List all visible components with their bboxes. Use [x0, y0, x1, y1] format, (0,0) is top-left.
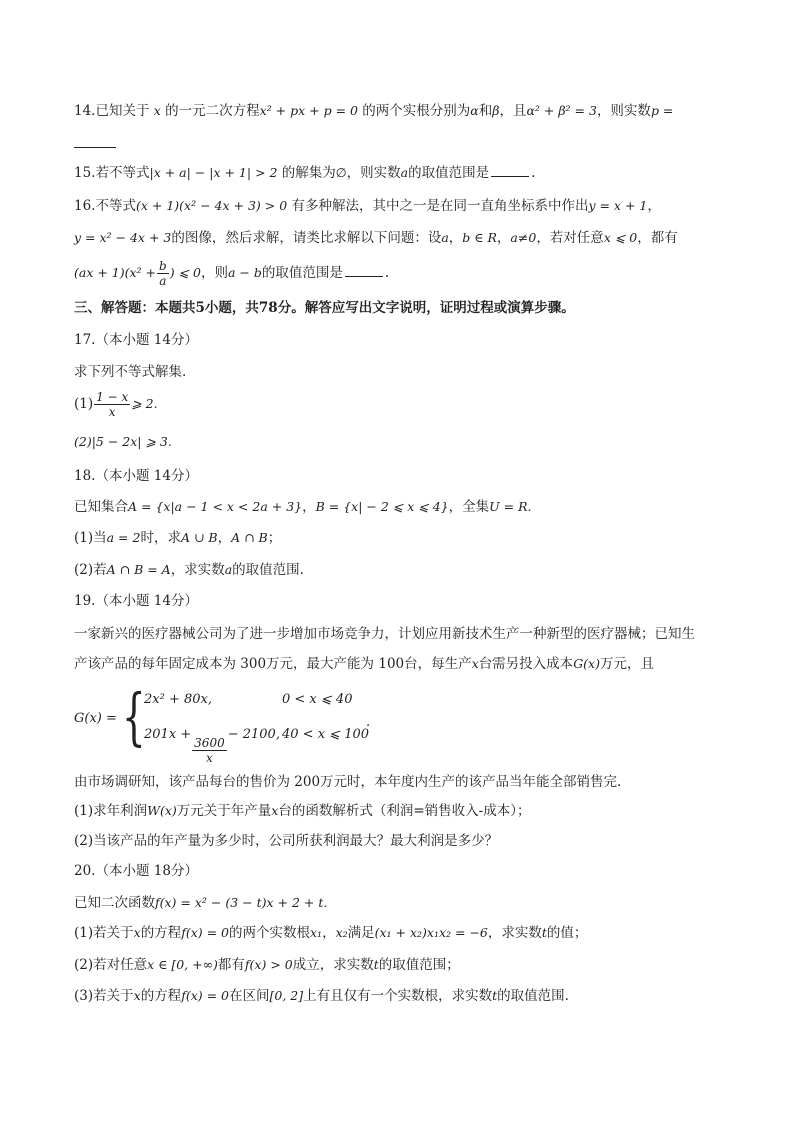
q15-answer-blank[interactable]: [491, 164, 529, 177]
q16-line1: 16.不等式(x + 1)(x² − 4x + 3) > 0 有多种解法，其中之一是在同一直角坐标系中作出y = x + 1，: [74, 198, 661, 214]
q18-part2: (2)若A ∩ B = A，求实数a的取值范围.: [74, 562, 304, 578]
q20-part3: (3)若关于x的方程f(x) = 0在区间[0, 2]上有且仅有一个实数根，求实数t的取值范围.: [74, 988, 569, 1004]
case2-expr: 201x + $\frac{3600}{x}$ − 2100,: [144, 727, 280, 765]
case1-cond: 0 < x ⩽ 40: [282, 692, 353, 707]
q19-title: 19.（本小题 14分）: [74, 593, 198, 609]
q16-line3: (ax + 1)(x² + $\frac{b}{a}$ ) ⩽ 0，则a − b的取值范围是 .: [74, 259, 390, 288]
q15-line: 15.若不等式|x + a| − |x + 1| > 2 的解集为∅，则实数a的取值范围是 .: [74, 165, 536, 181]
q16-line2: y = x² − 4x + 3的图像，然后求解，请类比求解以下问题：设a，b ∈ R，a≠0，若对任意x ⩽ 0，都有: [74, 230, 678, 246]
q19-line3: 由市场调研知，该产品每台的售价为 200万元时，本年度内生产的该产品当年能全部销售完.: [74, 774, 622, 790]
q17-part1: (1) $\frac{1 - x}{x}$ ⩾ 2.: [74, 390, 158, 419]
q19-part1: (1)求年利润W(x)万元关于年产量x台的函数解析式（利润=销售收入-成本）；: [74, 803, 531, 819]
q19-line1: 一家新兴的医疗器械公司为了进一步增加市场竞争力，计划应用新技术生产一种新型的医疗器械；已知生: [74, 626, 695, 642]
fraction-3600-over-x: $\frac{3600}{x}$: [194, 736, 225, 765]
q17-title: 17.（本小题 14分）: [74, 332, 198, 348]
fraction-b-over-a: $\frac{b}{a}$: [159, 259, 167, 288]
q20-part2: (2)若对任意x ∈ [0, +∞)都有f(x) > 0成立，求实数t的取值范围；: [74, 957, 460, 973]
q20-part1: (1)若关于x的方程f(x) = 0的两个实数根x₁，x₂满足(x₁ + x₂)x₁x₂ = −6，求实数t的值；: [74, 925, 588, 941]
q19-piecewise-function: [74, 680, 414, 765]
q17-part2: (2)|5 − 2x| ⩾ 3.: [74, 434, 172, 449]
q18-title: 18.（本小题 14分）: [74, 468, 198, 484]
q14-line1: 14.已知关于 x 的一元二次方程x² + px + p = 0 的两个实根分别为α和β，且α² + β² = 3，则实数p =: [74, 103, 674, 119]
period: .: [366, 715, 371, 730]
fraction-1-minus-x-over-x: $\frac{1 - x}{x}$: [96, 390, 129, 419]
case1-expr: 2x² + 80x,: [144, 692, 212, 707]
q19-line2: 产该产品的每年固定成本为 300万元，最大产能为 100台，每生产x台需另投入成本G(x)万元，且: [74, 656, 654, 672]
section3-heading: 三、解答题：本题共5小题，共78分。解答应写出文字说明，证明过程或演算步骤。: [74, 300, 575, 316]
q17-intro: 求下列不等式解集.: [74, 364, 187, 380]
gx-label: G(x) =: [74, 711, 117, 726]
left-brace-icon: {: [122, 680, 146, 753]
case2-cond: 40 < x ⩽ 100: [282, 727, 370, 742]
q19-part2: (2)当该产品的年产量为多少时，公司所获利润最大？最大利润是多少？: [74, 833, 499, 849]
q20-line1: 已知二次函数f(x) = x² − (3 − t)x + 2 + t.: [74, 895, 328, 911]
q18-line1: 已知集合A = {x|a − 1 < x < 2a + 3}，B = {x| − 2 ⩽ x ⩽ 4}，全集U = R.: [74, 499, 532, 515]
q20-title: 20.（本小题 18分）: [74, 863, 198, 879]
q14-answer-blank[interactable]: [74, 134, 118, 154]
q16-answer-blank[interactable]: [345, 264, 383, 277]
q18-part1: (1)当a = 2时，求A ∪ B，A ∩ B；: [74, 530, 282, 546]
